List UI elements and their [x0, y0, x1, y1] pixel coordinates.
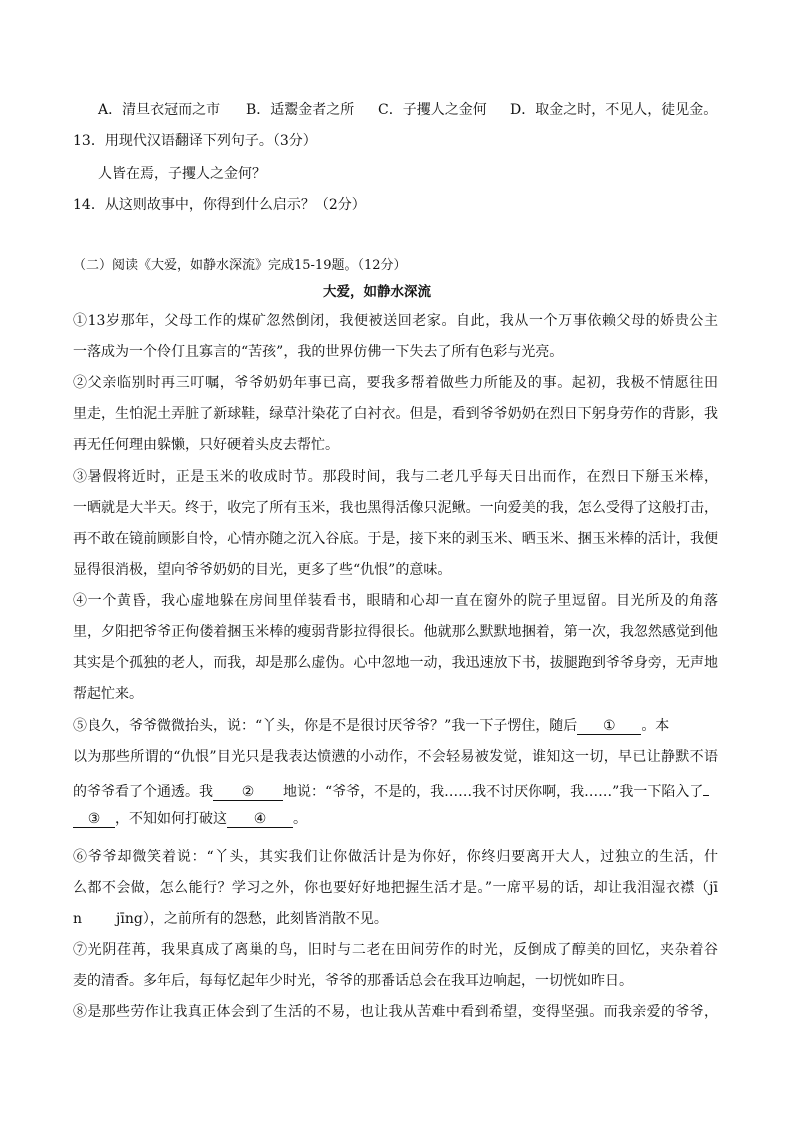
option-d: D．取金之时，不见人，徒见金。 — [510, 102, 718, 118]
passage-line: ③ ，不知如何打破这 ④ 。 — [73, 810, 718, 828]
passage-line: ⑥爷爷却微笑着说：“丫头，其实我们让你做活计是为你好，你终归要离开大人，过独立的生活，什 — [73, 849, 718, 865]
fill-blank-1[interactable]: ① — [577, 718, 641, 735]
q12-options — [98, 101, 718, 119]
passage-line: 再不敢在镜前顾影自怜，心情亦随之沉入谷底。于是，接下来的剥玉米、晒玉米、捆玉米棒的活计，我便 — [73, 531, 718, 547]
passage-title: 大爱，如静水深流 — [323, 284, 431, 300]
passage-line: 帮起忙来。 — [73, 686, 143, 702]
section-heading: （二）阅读《大爱，如静水深流》完成15-19题。（12分） — [73, 258, 407, 273]
fill-blank-3[interactable]: ③ — [73, 811, 115, 828]
passage-line: 显得很消极，望向爷爷奶奶的目光，更多了些“仇恨”的意味。 — [73, 562, 452, 578]
passage-line: 再无任何理由躲懒，只好硬着头皮去帮忙。 — [73, 437, 339, 453]
fill-blank-2[interactable]: ② — [213, 784, 283, 801]
passage-line: 一晒就是大半天。终于，收完了所有玉米，我也黑得活像只泥鳅。一向爱美的我，怎么受得了这般打击， — [73, 500, 718, 516]
passage-line: 里，夕阳把爷爷正佝偻着捆玉米棒的瘦弱背影拉得很长。他就那么默默地捆着，第一次，我忽然感觉到他 — [73, 624, 718, 640]
passage-line: 麦的清香。多年后，每每忆起年少时光，爷爷的那番话总会在我耳边响起，一切恍如昨日。 — [73, 973, 633, 989]
passage-line: 其实是个孤独的老人，而我，却是那么虚伪。心中忽地一动，我迅速放下书，拔腿跑到爷爷身旁，无声地 — [73, 655, 718, 671]
passage-line: ⑧是那些劳作让我真正体会到了生活的不易，也让我从苦难中看到希望，变得坚强。而我亲爱的爷爷， — [73, 1004, 718, 1020]
option-a: A．清旦衣冠而之市 — [98, 102, 221, 118]
passage-line: ⑤良久，爷爷微微抬头，说：“丫头，你是不是很讨厌爷爷？”我一下子愣住，随后 ① 。本 — [73, 718, 670, 734]
option-b: B．适鬻金者之所 — [246, 102, 355, 118]
passage-line: 的爷爷看了个通透。我 ② 地说：“爷爷，不是的，我……我不讨厌你啊，我……”我一下陷入了 — [73, 779, 723, 801]
option-c: C．子攫人之金何 — [378, 102, 487, 118]
passage-line: 么都不会做，怎么能行？学习之外，你也要好好地把握生活才是。”一席平易的话，却让我泪湿衣襟（jī — [73, 880, 718, 896]
passage-line: 一落成为一个伶仃且寡言的“苦孩”，我的世界仿佛一下失去了所有色彩与光亮。 — [73, 344, 564, 360]
passage-line: 以为那些所谓的“仇恨”目光只是我表达愤懑的小动作，不会轻易被发觉，谁知这一切，早已让静默不语 — [73, 749, 718, 765]
q13-sentence: 人皆在焉，子攫人之金何？ — [98, 166, 266, 182]
passage-line: ④一个黄昏，我心虚地躲在房间里佯装看书，眼睛和心却一直在窗外的院子里逗留。目光所及的角落 — [73, 593, 718, 609]
passage-line: ⑦光阴荏苒，我果真成了离巢的鸟，旧时与二老在田间劳作的时光，反倒成了醇美的回忆，夹杂着谷 — [73, 942, 718, 958]
passage-line: n jīng），之前所有的怨愁，此刻皆消散不见。 — [73, 911, 388, 927]
passage-line: ②父亲临别时再三叮嘱，爷爷奶奶年事已高，要我多帮着做些力所能及的事。起初，我极不情愿往田 — [73, 375, 718, 391]
passage-line: ①13岁那年，父母工作的煤矿忽然倒闭，我便被送回老家。自此，我从一个万事依赖父母的娇贵公主 — [73, 313, 718, 329]
fill-blank-4[interactable]: ④ — [227, 811, 293, 828]
q14-prompt: 14．从这则故事中，你得到什么启示？（2分） — [73, 197, 366, 213]
passage-line: 里走，生怕泥土弄脏了新球鞋，绿草汁染花了白衬衣。但是，看到爷爷奶奶在烈日下躬身劳作的背影，我 — [73, 406, 718, 422]
q13-prompt: 13．用现代汉语翻译下列句子。（3分） — [73, 133, 317, 149]
passage-line: ③暑假将近时，正是玉米的收成时节。那段时间，我与二老几乎每天日出而作，在烈日下掰玉米棒， — [73, 469, 718, 485]
